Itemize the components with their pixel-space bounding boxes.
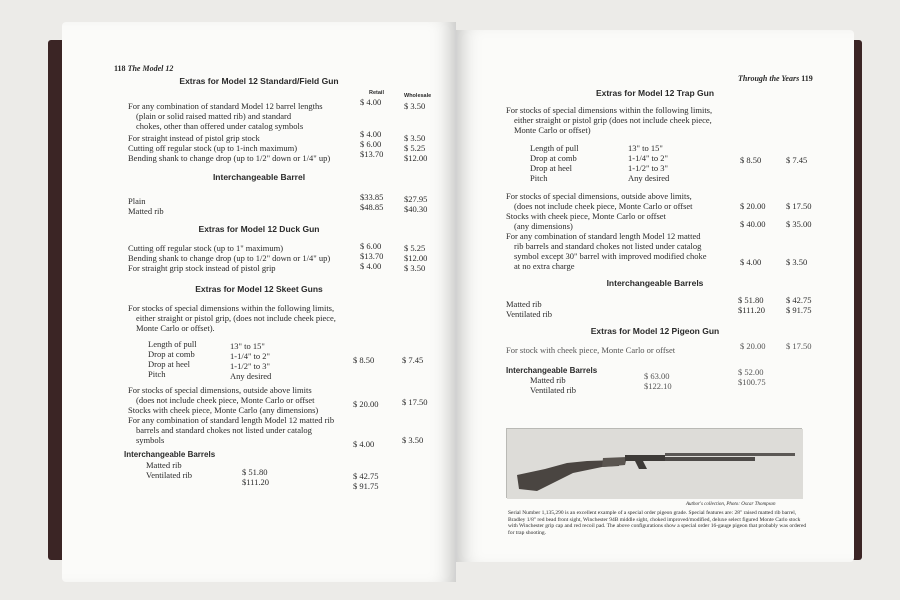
skeet-more-line-6: symbols (136, 435, 165, 445)
skeet-more-wholesale-1: $ 17.50 (402, 397, 428, 407)
std-row-2-retail: $ 4.00 (360, 129, 382, 139)
skeet-ib-row-1-col2: $ 42.75 (353, 471, 379, 481)
barrel-row-matted: Matted rib (128, 206, 164, 216)
pigeon-retail: $ 20.00 (740, 341, 766, 351)
std-row-2-wholesale: $ 3.50 (404, 133, 426, 143)
section-title-barrel: Interchangeable Barrel (212, 172, 306, 182)
section-title-standard: Extras for Model 12 Standard/Field Gun (179, 76, 339, 86)
trap-more-2-wholesale: $ 35.00 (786, 219, 812, 229)
trap-barrel-row-1: Matted rib (506, 299, 542, 309)
std-row-1-line-3: chokes, other than offered under catalog symbols (136, 121, 304, 131)
trap-more-1-retail: $ 20.00 (740, 201, 766, 211)
std-row-1-wholesale: $ 3.50 (404, 101, 426, 111)
trap-dim-value-1: 13" to 15" (628, 143, 663, 153)
skeet-ib-row-2-col2: $ 91.75 (353, 481, 379, 491)
left-page-number: 118 (114, 64, 126, 73)
barrel-matted-retail: $48.85 (360, 202, 384, 212)
skeet-intro-line-2: either straight or pistol grip, (does not include cheek piece, (136, 313, 336, 323)
skeet-more-line-1: For stocks of special dimensions, outside above limits (128, 385, 312, 395)
pigeon-ib-row-2-col2: $100.75 (738, 377, 766, 387)
shotgun-illustration (507, 429, 803, 499)
std-row-4-retail: $13.70 (360, 149, 384, 159)
trap-dim-label-2: Drop at comb (530, 153, 577, 163)
pigeon-row: For stock with cheek piece, Monte Carlo or offset (506, 345, 676, 355)
std-row-3: Cutting off regular stock (up to 1-inch maximum) (128, 143, 298, 153)
pigeon-ib-row-1: Matted rib (530, 375, 566, 385)
trap-more-3-line-3: symbol except 30" barrel with improved modified choke (514, 251, 707, 261)
trap-more-1-line-2: (does not include cheek piece, Monte Carlo or offset (514, 201, 693, 211)
skeet-more-wholesale-2: $ 3.50 (402, 435, 424, 445)
col-wholesale-label: Wholesale (404, 93, 432, 99)
trap-barrel-row-2: Ventilated rib (506, 309, 553, 319)
trap-more-1-line-1: For stocks of special dimensions, outside above limits, (506, 191, 692, 201)
skeet-more-line-3: Stocks with cheek piece, Monte Carlo (any dimensions) (128, 405, 319, 415)
section-title-trap: Extras for Model 12 Trap Gun (595, 88, 715, 98)
duck-row-3-wholesale: $ 3.50 (404, 263, 426, 273)
left-page-header (114, 64, 173, 73)
skeet-dim-value-1: 13" to 15" (230, 341, 265, 351)
duck-row-3-retail: $ 4.00 (360, 261, 382, 271)
barrel-matted-wholesale: $40.30 (404, 204, 428, 214)
barrel-plain-wholesale: $27.95 (404, 194, 428, 204)
duck-row-1-wholesale: $ 5.25 (404, 243, 426, 253)
skeet-more-line-2: (does not include cheek piece, Monte Carlo or offset (136, 395, 315, 405)
pigeon-wholesale: $ 17.50 (786, 341, 812, 351)
std-row-3-wholesale: $ 5.25 (404, 143, 426, 153)
skeet-more-line-5: barrels and standard chokes not listed under catalog (136, 425, 312, 435)
std-row-1-line-2: (plain or solid raised matted rib) and standard (136, 111, 292, 121)
duck-row-1: Cutting off regular stock (up to 1" maximum) (128, 243, 284, 253)
std-row-2: For straight instead of pistol grip stock (128, 133, 260, 143)
skeet-dim-label-3: Drop at heel (148, 359, 191, 369)
skeet-dim-label-2: Drop at comb (148, 349, 195, 359)
std-row-4-wholesale: $12.00 (404, 153, 428, 163)
barrel-plain-retail: $33.85 (360, 192, 384, 202)
skeet-more-retail-1: $ 20.00 (353, 399, 379, 409)
trap-more-2-line-1: Stocks with cheek piece, Monte Carlo or offset (506, 211, 666, 221)
skeet-dim-label-1: Length of pull (148, 339, 197, 349)
skeet-dims-wholesale: $ 7.45 (402, 355, 424, 365)
right-page-header (738, 74, 813, 83)
std-row-1-retail: $ 4.00 (360, 97, 382, 107)
trap-barrel-2-retail: $111.20 (738, 305, 765, 315)
duck-row-3: For straight grip stock instead of pistol grip (128, 263, 276, 273)
trap-more-3-line-1: For any combination of standard length Model 12 matted (506, 231, 701, 241)
section-title-trap-barrels: Interchangeable Barrels (606, 278, 704, 288)
photo-caption: Serial Number 1,135,290 is an excellent example of a special order pigeon grade. Special features are: 28" raised matted rib barrel, Bradley 1/8" red bead front sight, Winchester 94B middle sight, choked improved/modified, deluxe select figured Monte Carlo stock with Winchester grip cap and red recoil pad. The above configurations show a special order 16-gauge pigeon that probably was ordered for trap shooting. (508, 510, 807, 536)
right-page-number: 119 (801, 74, 813, 83)
pigeon-ib-title: Interchangeable Barrels (506, 366, 598, 375)
trap-barrel-1-wholesale: $ 42.75 (786, 295, 812, 305)
skeet-dim-value-4: Any desired (230, 371, 272, 381)
duck-row-1-retail: $ 6.00 (360, 241, 382, 251)
trap-dim-label-3: Drop at heel (530, 163, 573, 173)
skeet-ib-row-2: Ventilated rib (146, 470, 193, 480)
trap-intro-line-1: For stocks of special dimensions within the following limits, (506, 105, 713, 115)
trap-more-1-wholesale: $ 17.50 (786, 201, 812, 211)
skeet-dim-value-2: 1-1/4" to 2" (230, 351, 270, 361)
duck-row-2: Bending shank to change drop (up to 1/2" down or 1/4" up) (128, 253, 331, 263)
trap-more-2-retail: $ 40.00 (740, 219, 766, 229)
skeet-intro-line-1: For stocks of special dimensions within the following limits, (128, 303, 335, 313)
pigeon-ib-row-2-col1: $122.10 (644, 381, 672, 391)
skeet-ib-row-2-col1: $111.20 (242, 477, 269, 487)
trap-dim-value-2: 1-1/4" to 2" (628, 153, 668, 163)
skeet-more-retail-2: $ 4.00 (353, 439, 375, 449)
skeet-dim-label-4: Pitch (148, 369, 166, 379)
barrel-row-plain: Plain (128, 196, 146, 206)
duck-row-2-wholesale: $12.00 (404, 253, 428, 263)
trap-dim-value-3: 1-1/2" to 3" (628, 163, 668, 173)
skeet-ib-row-1-col1: $ 51.80 (242, 467, 268, 477)
right-running-title: Through the Years (738, 74, 800, 83)
duck-row-2-retail: $13.70 (360, 251, 384, 261)
shotgun-photo (506, 428, 802, 498)
photo-credit: Author's collection, Photo: Oscar Thompson (686, 502, 776, 507)
skeet-dims-retail: $ 8.50 (353, 355, 375, 365)
pigeon-ib-row-1-col1: $ 63.00 (644, 371, 670, 381)
left-page (62, 22, 456, 582)
trap-dims-retail: $ 8.50 (740, 155, 762, 165)
skeet-ib-title: Interchangeable Barrels (124, 450, 216, 459)
skeet-intro-line-3: Monte Carlo or offset). (136, 323, 215, 333)
skeet-ib-row-1: Matted rib (146, 460, 182, 470)
trap-barrel-2-wholesale: $ 91.75 (786, 305, 812, 315)
section-title-duck: Extras for Model 12 Duck Gun (198, 224, 320, 234)
trap-dim-label-1: Length of pull (530, 143, 579, 153)
right-page (456, 30, 854, 562)
trap-dim-label-4: Pitch (530, 173, 548, 183)
trap-more-3-line-2: rib barrels and standard chokes not listed under catalog (514, 241, 702, 251)
pigeon-ib-row-1-col2: $ 52.00 (738, 367, 764, 377)
trap-more-3-retail: $ 4.00 (740, 257, 762, 267)
left-running-title: The Model 12 (127, 64, 174, 73)
trap-more-2-line-2: (any dimensions) (514, 221, 573, 231)
trap-more-3-wholesale: $ 3.50 (786, 257, 808, 267)
pigeon-ib-row-2: Ventilated rib (530, 385, 577, 395)
trap-more-3-line-4: at no extra charge (514, 261, 575, 271)
trap-barrel-1-retail: $ 51.80 (738, 295, 764, 305)
col-retail-label: Retail (369, 90, 384, 96)
skeet-dim-value-3: 1-1/2" to 3" (230, 361, 270, 371)
trap-dim-value-4: Any desired (628, 173, 670, 183)
std-row-3-retail: $ 6.00 (360, 139, 382, 149)
trap-intro-line-2: either straight or pistol grip (does not include cheek piece, (514, 115, 712, 125)
trap-dims-wholesale: $ 7.45 (786, 155, 808, 165)
std-row-1-line-1: For any combination of standard Model 12 barrel lengths (128, 101, 323, 111)
trap-intro-line-3: Monte Carlo or offset) (514, 125, 591, 135)
skeet-more-line-4: For any combination of standard length Model 12 matted rib (128, 415, 335, 425)
section-title-skeet: Extras for Model 12 Skeet Guns (195, 284, 323, 294)
section-title-pigeon: Extras for Model 12 Pigeon Gun (590, 326, 720, 336)
std-row-4: Bending shank to change drop (up to 1/2" down or 1/4" up) (128, 153, 331, 163)
